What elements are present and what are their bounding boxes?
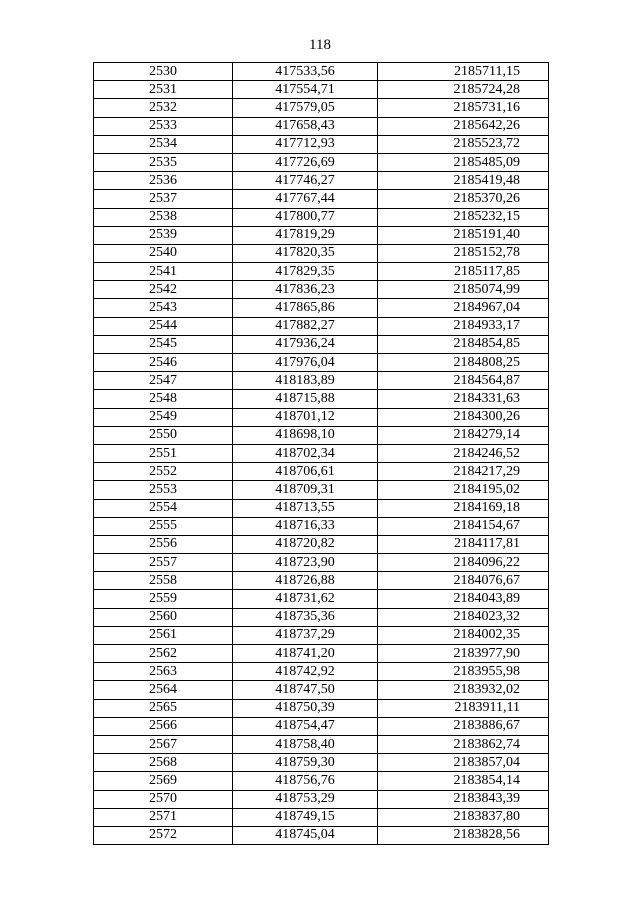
table-row: [94, 717, 549, 735]
y-coordinate-cell: 2184195,02: [377, 481, 548, 499]
point-number-cell: 2564: [94, 681, 233, 699]
point-number-cell: 2548: [94, 390, 233, 408]
table-row: [94, 608, 549, 626]
coordinates-table: [93, 62, 549, 845]
point-number-cell: 2552: [94, 463, 233, 481]
y-coordinate-cell: 2184043,89: [377, 590, 548, 608]
table-row: [94, 99, 549, 117]
x-coordinate-cell: 418758,40: [232, 735, 377, 753]
x-coordinate-cell: 417829,35: [232, 263, 377, 281]
y-coordinate-cell: 2184117,81: [377, 535, 548, 553]
point-number-cell: 2572: [94, 826, 233, 844]
table-row: [94, 63, 549, 81]
table-row: [94, 517, 549, 535]
point-number-cell: 2566: [94, 717, 233, 735]
x-coordinate-cell: 418759,30: [232, 754, 377, 772]
table-row: [94, 426, 549, 444]
point-number-cell: 2555: [94, 517, 233, 535]
x-coordinate-cell: 417767,44: [232, 190, 377, 208]
point-number-cell: 2547: [94, 372, 233, 390]
point-number-cell: 2532: [94, 99, 233, 117]
y-coordinate-cell: 2184096,22: [377, 554, 548, 572]
y-coordinate-cell: 2185152,78: [377, 244, 548, 262]
point-number-cell: 2560: [94, 608, 233, 626]
point-number-cell: 2558: [94, 572, 233, 590]
table-row: [94, 754, 549, 772]
y-coordinate-cell: 2183854,14: [377, 772, 548, 790]
point-number-cell: 2533: [94, 117, 233, 135]
y-coordinate-cell: 2183837,80: [377, 808, 548, 826]
y-coordinate-cell: 2183862,74: [377, 735, 548, 753]
table-row: [94, 572, 549, 590]
point-number-cell: 2562: [94, 645, 233, 663]
y-coordinate-cell: 2184933,17: [377, 317, 548, 335]
y-coordinate-cell: 2184169,18: [377, 499, 548, 517]
page-number: 118: [309, 37, 331, 53]
x-coordinate-cell: 418737,29: [232, 626, 377, 644]
y-coordinate-cell: 2185485,09: [377, 153, 548, 171]
table-row: [94, 81, 549, 99]
point-number-cell: 2570: [94, 790, 233, 808]
point-number-cell: 2556: [94, 535, 233, 553]
table-row: [94, 281, 549, 299]
x-coordinate-cell: 417554,71: [232, 81, 377, 99]
x-coordinate-cell: 418750,39: [232, 699, 377, 717]
point-number-cell: 2538: [94, 208, 233, 226]
table-row: [94, 244, 549, 262]
y-coordinate-cell: 2184564,87: [377, 372, 548, 390]
x-coordinate-cell: 418742,92: [232, 663, 377, 681]
y-coordinate-cell: 2185074,99: [377, 281, 548, 299]
point-number-cell: 2554: [94, 499, 233, 517]
x-coordinate-cell: 418709,31: [232, 481, 377, 499]
table-row: [94, 208, 549, 226]
y-coordinate-cell: 2183932,02: [377, 681, 548, 699]
point-number-cell: 2544: [94, 317, 233, 335]
table-row: [94, 481, 549, 499]
point-number-cell: 2563: [94, 663, 233, 681]
table-row: [94, 772, 549, 790]
x-coordinate-cell: 418756,76: [232, 772, 377, 790]
point-number-cell: 2530: [94, 63, 233, 81]
table-row: [94, 354, 549, 372]
y-coordinate-cell: 2184331,63: [377, 390, 548, 408]
table-row: [94, 590, 549, 608]
table-row: [94, 335, 549, 353]
table-row: [94, 372, 549, 390]
table-row: [94, 190, 549, 208]
x-coordinate-cell: 417533,56: [232, 63, 377, 81]
x-coordinate-cell: 417658,43: [232, 117, 377, 135]
point-number-cell: 2565: [94, 699, 233, 717]
point-number-cell: 2568: [94, 754, 233, 772]
x-coordinate-cell: 418735,36: [232, 608, 377, 626]
x-coordinate-cell: 417976,04: [232, 354, 377, 372]
y-coordinate-cell: 2184854,85: [377, 335, 548, 353]
table-row: [94, 535, 549, 553]
y-coordinate-cell: 2184023,32: [377, 608, 548, 626]
x-coordinate-cell: 418741,20: [232, 645, 377, 663]
x-coordinate-cell: 417800,77: [232, 208, 377, 226]
point-number-cell: 2543: [94, 299, 233, 317]
point-number-cell: 2541: [94, 263, 233, 281]
x-coordinate-cell: 418731,62: [232, 590, 377, 608]
table-row: [94, 699, 549, 717]
x-coordinate-cell: 417936,24: [232, 335, 377, 353]
table-row: [94, 117, 549, 135]
x-coordinate-cell: 417579,05: [232, 99, 377, 117]
table-row: [94, 554, 549, 572]
x-coordinate-cell: 418726,88: [232, 572, 377, 590]
point-number-cell: 2531: [94, 81, 233, 99]
x-coordinate-cell: 418745,04: [232, 826, 377, 844]
y-coordinate-cell: 2185232,15: [377, 208, 548, 226]
table-row: [94, 681, 549, 699]
x-coordinate-cell: 418749,15: [232, 808, 377, 826]
point-number-cell: 2553: [94, 481, 233, 499]
point-number-cell: 2546: [94, 354, 233, 372]
point-number-cell: 2567: [94, 735, 233, 753]
y-coordinate-cell: 2183955,98: [377, 663, 548, 681]
x-coordinate-cell: 418720,82: [232, 535, 377, 553]
table-row: [94, 408, 549, 426]
x-coordinate-cell: 417836,23: [232, 281, 377, 299]
x-coordinate-cell: 417882,27: [232, 317, 377, 335]
y-coordinate-cell: 2185370,26: [377, 190, 548, 208]
table-row: [94, 444, 549, 462]
y-coordinate-cell: 2183977,90: [377, 645, 548, 663]
table-row: [94, 663, 549, 681]
point-number-cell: 2535: [94, 153, 233, 171]
y-coordinate-cell: 2185523,72: [377, 135, 548, 153]
y-coordinate-cell: 2184002,35: [377, 626, 548, 644]
point-number-cell: 2551: [94, 444, 233, 462]
point-number-cell: 2536: [94, 172, 233, 190]
y-coordinate-cell: 2184154,67: [377, 517, 548, 535]
point-number-cell: 2545: [94, 335, 233, 353]
table-row: [94, 645, 549, 663]
x-coordinate-cell: 418701,12: [232, 408, 377, 426]
y-coordinate-cell: 2183886,67: [377, 717, 548, 735]
table-row: [94, 172, 549, 190]
y-coordinate-cell: 2185191,40: [377, 226, 548, 244]
table-row: [94, 263, 549, 281]
y-coordinate-cell: 2184217,29: [377, 463, 548, 481]
table-row: [94, 299, 549, 317]
y-coordinate-cell: 2185642,26: [377, 117, 548, 135]
x-coordinate-cell: 417865,86: [232, 299, 377, 317]
x-coordinate-cell: 418754,47: [232, 717, 377, 735]
x-coordinate-cell: 418747,50: [232, 681, 377, 699]
table-row: [94, 808, 549, 826]
y-coordinate-cell: 2184300,26: [377, 408, 548, 426]
x-coordinate-cell: 418702,34: [232, 444, 377, 462]
y-coordinate-cell: 2185117,85: [377, 263, 548, 281]
point-number-cell: 2550: [94, 426, 233, 444]
y-coordinate-cell: 2183828,56: [377, 826, 548, 844]
y-coordinate-cell: 2183857,04: [377, 754, 548, 772]
x-coordinate-cell: 418713,55: [232, 499, 377, 517]
y-coordinate-cell: 2185419,48: [377, 172, 548, 190]
point-number-cell: 2549: [94, 408, 233, 426]
x-coordinate-cell: 418183,89: [232, 372, 377, 390]
table-row: [94, 226, 549, 244]
table-row: [94, 463, 549, 481]
x-coordinate-cell: 417819,29: [232, 226, 377, 244]
y-coordinate-cell: 2183911,11: [377, 699, 548, 717]
point-number-cell: 2534: [94, 135, 233, 153]
table-row: [94, 135, 549, 153]
table-row: [94, 735, 549, 753]
point-number-cell: 2571: [94, 808, 233, 826]
table-row: [94, 317, 549, 335]
table-row: [94, 826, 549, 844]
x-coordinate-cell: 418698,10: [232, 426, 377, 444]
point-number-cell: 2569: [94, 772, 233, 790]
x-coordinate-cell: 417746,27: [232, 172, 377, 190]
x-coordinate-cell: 418706,61: [232, 463, 377, 481]
point-number-cell: 2540: [94, 244, 233, 262]
point-number-cell: 2542: [94, 281, 233, 299]
x-coordinate-cell: 418753,29: [232, 790, 377, 808]
point-number-cell: 2539: [94, 226, 233, 244]
table-row: [94, 153, 549, 171]
y-coordinate-cell: 2185731,16: [377, 99, 548, 117]
y-coordinate-cell: 2185711,15: [377, 63, 548, 81]
x-coordinate-cell: 418715,88: [232, 390, 377, 408]
table-row: [94, 626, 549, 644]
y-coordinate-cell: 2183843,39: [377, 790, 548, 808]
x-coordinate-cell: 418716,33: [232, 517, 377, 535]
x-coordinate-cell: 417726,69: [232, 153, 377, 171]
x-coordinate-cell: 417820,35: [232, 244, 377, 262]
x-coordinate-cell: 417712,93: [232, 135, 377, 153]
y-coordinate-cell: 2184076,67: [377, 572, 548, 590]
table-row: [94, 790, 549, 808]
y-coordinate-cell: 2184279,14: [377, 426, 548, 444]
point-number-cell: 2557: [94, 554, 233, 572]
table-body: [94, 63, 549, 845]
table-row: [94, 499, 549, 517]
y-coordinate-cell: 2184967,04: [377, 299, 548, 317]
point-number-cell: 2561: [94, 626, 233, 644]
x-coordinate-cell: 418723,90: [232, 554, 377, 572]
y-coordinate-cell: 2185724,28: [377, 81, 548, 99]
y-coordinate-cell: 2184246,52: [377, 444, 548, 462]
point-number-cell: 2537: [94, 190, 233, 208]
table-row: [94, 390, 549, 408]
y-coordinate-cell: 2184808,25: [377, 354, 548, 372]
point-number-cell: 2559: [94, 590, 233, 608]
